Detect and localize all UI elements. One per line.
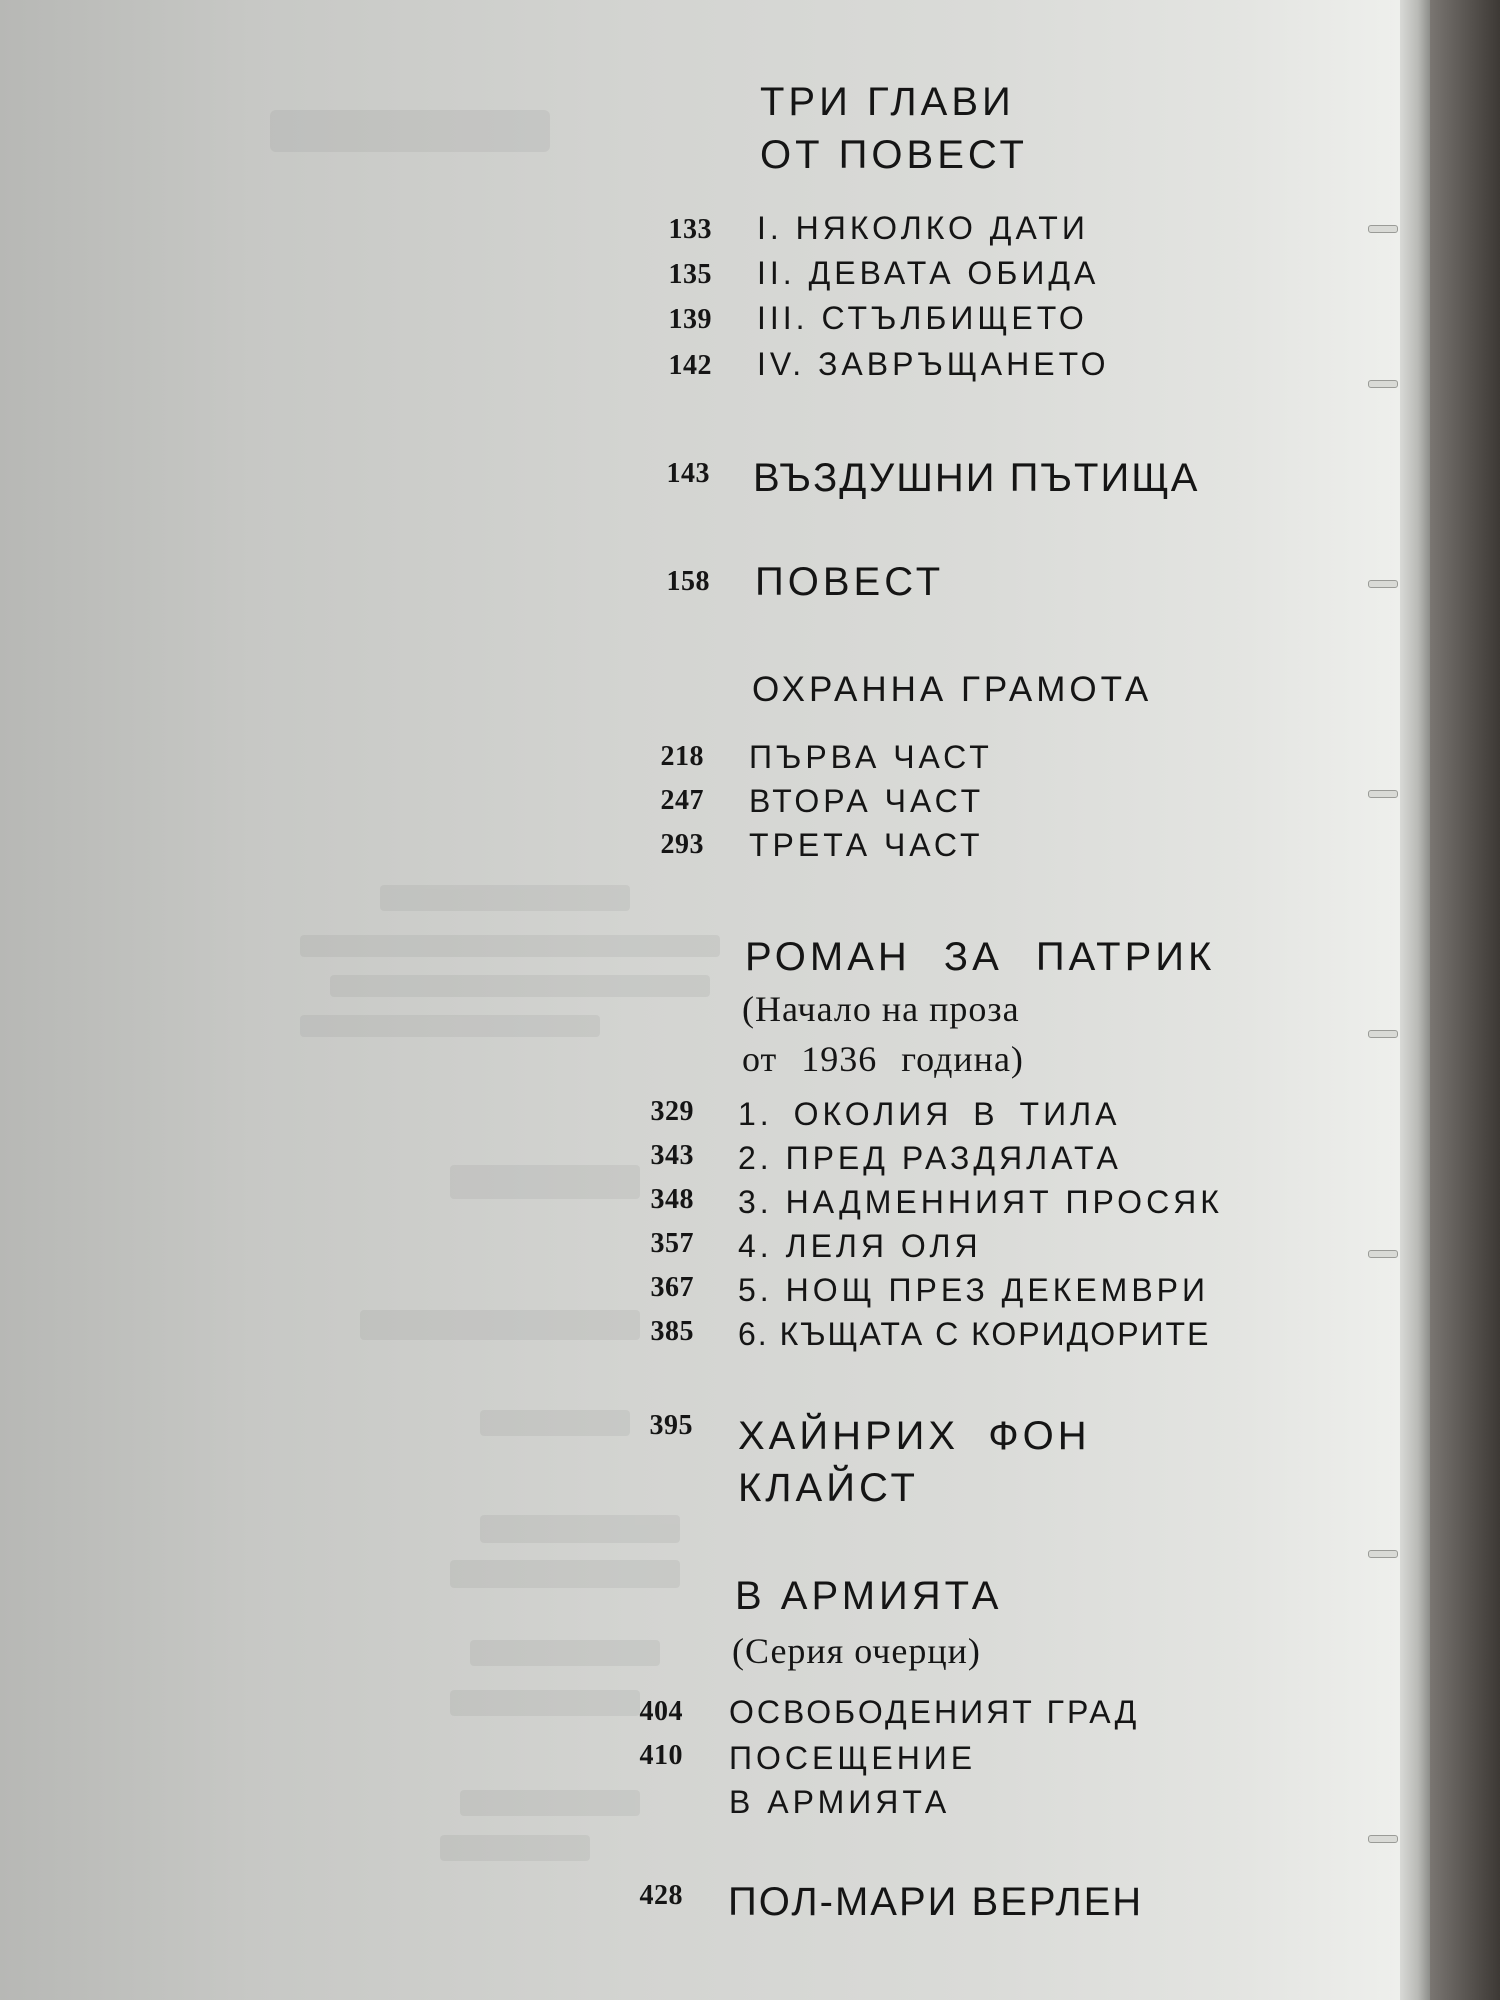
toc-entry: 2. ПРЕД РАЗДЯЛАТА [738, 1140, 1122, 1176]
section-title: КЛАЙСТ [738, 1466, 919, 1510]
page-number: 135 [668, 259, 712, 290]
section-title: ПОВЕСТ [755, 560, 945, 604]
toc-entry: ОСВОБОДЕНИЯТ ГРАД [729, 1694, 1140, 1730]
section-subtitle: (Серия очерци) [732, 1631, 981, 1671]
section-title: ОХРАННА ГРАМОТА [752, 670, 1153, 709]
facing-page-edge [1430, 0, 1500, 2000]
page-number: 293 [660, 829, 704, 860]
page-number: 410 [639, 1740, 683, 1771]
toc-entry: I. НЯКОЛКО ДАТИ [757, 210, 1089, 246]
section-title: В АРМИЯТА [735, 1574, 1003, 1618]
toc-entry: III. СТЪЛБИЩЕТО [757, 300, 1088, 336]
toc-entry: ПЪРВА ЧАСТ [749, 739, 993, 775]
section-title: ОТ ПОВЕСТ [760, 133, 1028, 177]
page-number: 404 [639, 1696, 683, 1727]
page-number: 329 [650, 1096, 694, 1127]
section-title: ТРИ ГЛАВИ [760, 80, 1015, 124]
toc-entry: ВТОРА ЧАСТ [749, 783, 985, 819]
page-number: 357 [650, 1228, 694, 1259]
section-title: РОМАН ЗА ПАТРИК [745, 935, 1216, 979]
toc-entry: 5. НОЩ ПРЕЗ ДЕКЕМВРИ [738, 1272, 1210, 1308]
section-title: ХАЙНРИХ ФОН [738, 1414, 1091, 1458]
section-title: ВЪЗДУШНИ ПЪТИЩА [753, 456, 1200, 500]
page-number: 218 [660, 741, 704, 772]
toc-entry: IV. ЗАВРЪЩАНЕТО [757, 346, 1110, 382]
page-number: 247 [660, 785, 704, 816]
page-number: 428 [639, 1880, 683, 1911]
page-edge [1400, 0, 1430, 2000]
toc-entry: ТРЕТА ЧАСТ [749, 827, 984, 863]
page-number: 142 [668, 350, 712, 381]
page-number: 133 [668, 214, 712, 245]
toc-entry: 6. КЪЩАТА С КОРИДОРИТЕ [738, 1316, 1211, 1352]
toc-entry: ПОСЕЩЕНИЕ [729, 1740, 977, 1776]
page-number: 348 [650, 1184, 694, 1215]
toc-entry: 4. ЛЕЛЯ ОЛЯ [738, 1228, 982, 1264]
toc-entry: 1. ОКОЛИЯ В ТИЛА [738, 1096, 1121, 1132]
section-title: ПОЛ-МАРИ ВЕРЛЕН [728, 1880, 1144, 1924]
toc-entry: 3. НАДМЕННИЯТ ПРОСЯК [738, 1184, 1223, 1220]
page-number: 143 [666, 458, 710, 489]
section-subtitle: (Начало на проза [742, 989, 1020, 1029]
page-number: 385 [650, 1316, 694, 1347]
page-number: 395 [649, 1410, 693, 1441]
page-number: 343 [650, 1140, 694, 1171]
page-number: 367 [650, 1272, 694, 1303]
section-subtitle: от 1936 година) [742, 1039, 1024, 1079]
page-number: 139 [668, 304, 712, 335]
toc-entry: В АРМИЯТА [729, 1784, 951, 1820]
page-number: 158 [666, 566, 710, 597]
toc-entry: II. ДЕВАТА ОБИДА [757, 255, 1100, 291]
